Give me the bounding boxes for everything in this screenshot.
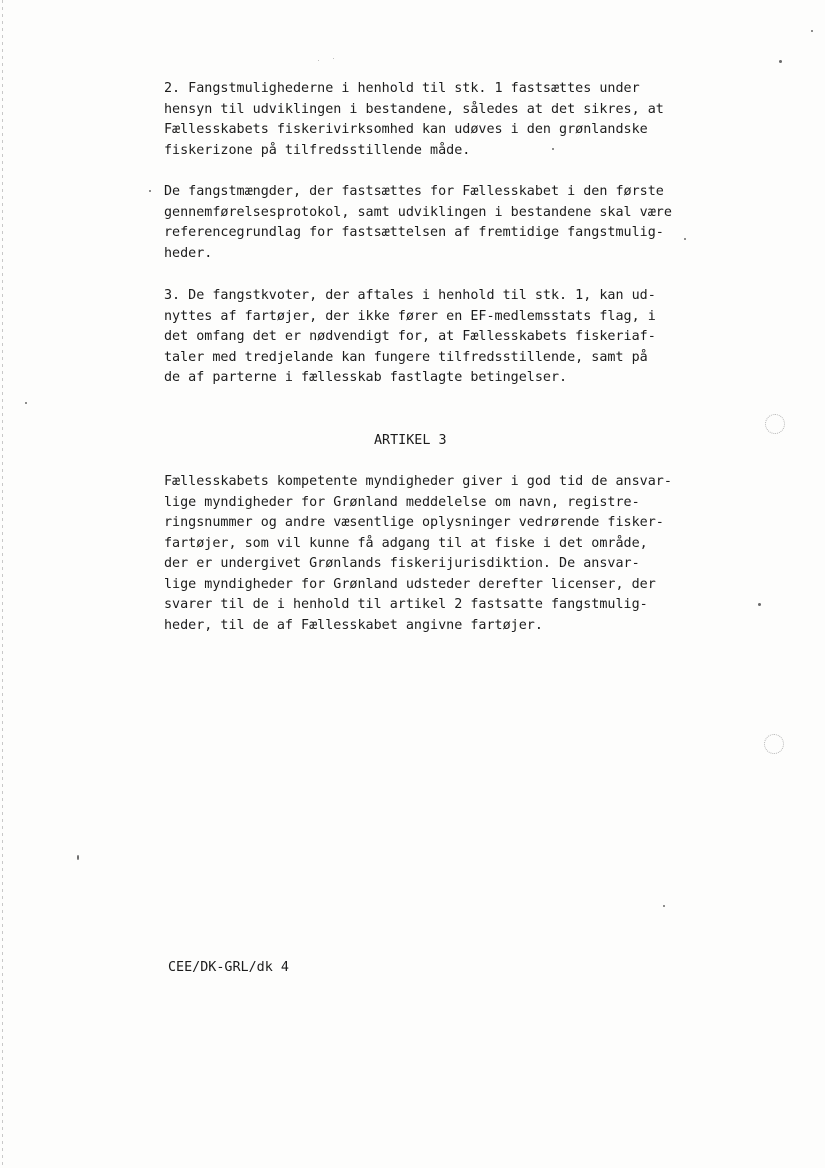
punch-hole-mark (765, 414, 785, 434)
paragraph-catch-quotas (164, 286, 684, 389)
scan-speck (25, 402, 27, 404)
scan-speck (333, 58, 334, 59)
scan-speck (149, 190, 151, 192)
paragraph-fishing-opportunities (164, 79, 684, 161)
paragraph-catch-quantities (164, 182, 684, 264)
text-line: der er undergivet Grønlands fiskerijurisdiktion. De ansvar- (164, 556, 640, 571)
text-line: 2. Fangstmulighederne i henhold til stk. 1 fastsættes under (164, 81, 640, 96)
text-line: ringsnummer og andre væsentlige oplysninger vedrørende fisker- (164, 515, 664, 530)
text-line: taler med tredjelande kan fungere tilfredsstillende, samt på (164, 349, 648, 365)
text-line: lige myndigheder for Grønland meddelelse om navn, registre- (164, 494, 640, 510)
scan-speck (318, 60, 319, 61)
text-line: det omfang det er nødvendigt for, at Fællesskabets fiskeriaf- (164, 329, 656, 344)
paragraph-article-3 (164, 472, 684, 636)
text-line: hensyn til udviklingen i bestandene, således at det sikres, at (164, 101, 664, 117)
text-line: Fællesskabets kompetente myndigheder giver i god tid de ansvar- (164, 474, 672, 489)
scan-speck (552, 148, 554, 150)
article-heading: ARTIKEL 3 (374, 433, 447, 448)
scan-speck (663, 905, 665, 907)
document-reference: CEE/DK-GRL/dk 4 (168, 960, 289, 975)
text-line: svarer til de i henhold til artikel 2 fastsatte fangstmulig- (164, 597, 648, 612)
text-line: nyttes af fartøjer, der ikke fører en EF-medlemsstats flag, i (164, 308, 656, 324)
text-line: lige myndigheder for Grønland udsteder derefter licenser, der (164, 576, 656, 592)
scan-edge (2, 0, 3, 1168)
text-line: de af parterne i fællesskab fastlagte betingelser. (164, 370, 568, 385)
scan-speck (77, 855, 79, 860)
text-line: Fællesskabets fiskerivirksomhed kan udøves i den grønlandske (164, 122, 648, 137)
text-line: referencegrundlag for fastsættelsen af fremtidige fangstmulig- (164, 225, 664, 240)
scan-speck (684, 238, 686, 240)
scan-speck (758, 603, 761, 606)
text-line: De fangstmængder, der fastsættes for Fællesskabet i den første (164, 184, 664, 199)
text-line: gennemførelsesprotokol, samt udviklingen i bestandene skal være (164, 204, 672, 220)
scan-speck (779, 60, 782, 63)
text-line: 3. De fangstkvoter, der aftales i henhold til stk. 1, kan ud- (164, 288, 656, 303)
scan-speck (811, 30, 813, 32)
text-line: fartøjer, som vil kunne få adgang til at fiske i det område, (164, 535, 648, 551)
punch-hole-mark (764, 734, 784, 754)
text-line: fiskerizone på tilfredsstillende måde. (164, 142, 471, 158)
text-line: heder, til de af Fællesskabet angivne fartøjer. (164, 617, 543, 633)
text-line: heder. (164, 245, 213, 261)
